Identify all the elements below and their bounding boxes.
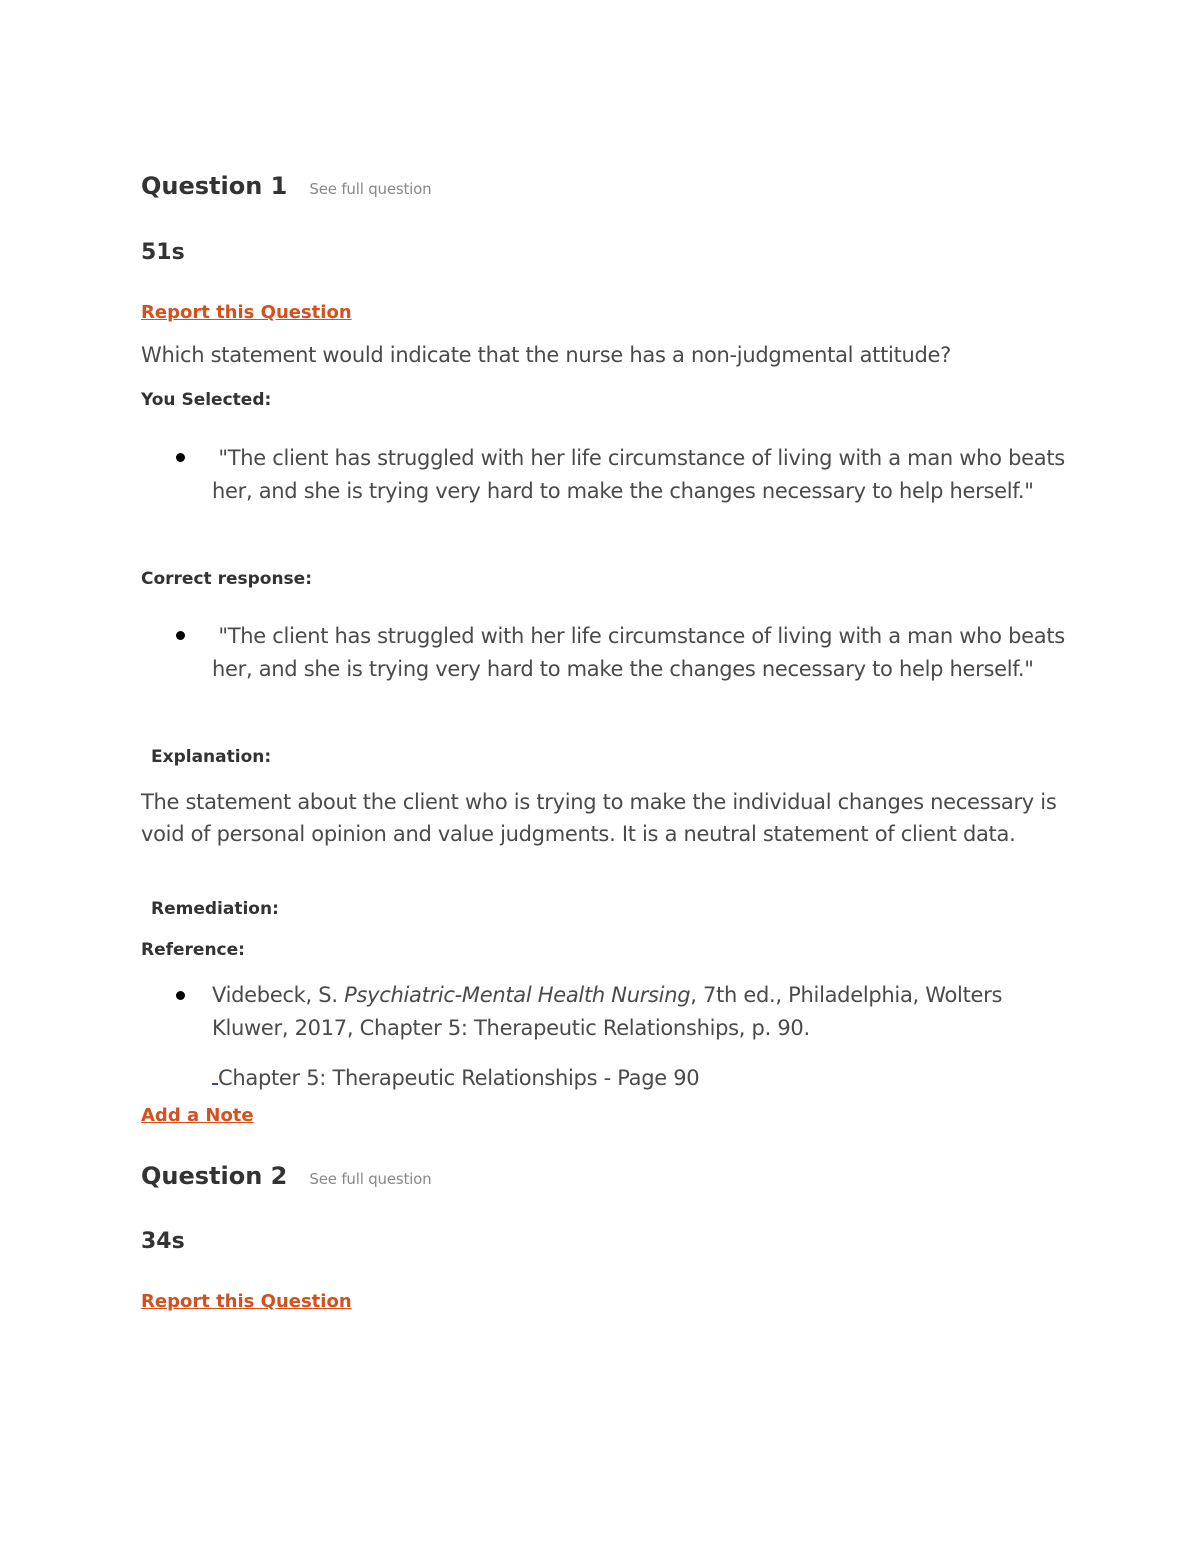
reference-details: , 7th ed., Philadelphia, Wolters Kluwer, 2017, Chapter 5: Therapeutic Relationships, p. 90.	[212, 983, 1003, 1040]
question-2-time: 34s	[141, 1229, 185, 1254]
reference-label: Reference:	[141, 940, 245, 960]
report-question-2-link[interactable]: Report this Question	[141, 1291, 352, 1312]
you-selected-answer	[212, 442, 1072, 508]
question-1-title: Question 1	[141, 172, 288, 200]
correct-response-answer-text: "The client has struggled with her life circumstance of living with a man who beats her, and she is trying very hard to make the changes necessary to help herself."	[212, 624, 1065, 681]
question-1-time: 51s	[141, 240, 185, 265]
bullet-icon	[176, 991, 185, 1000]
see-full-question-link[interactable]: See full question	[309, 180, 432, 198]
see-full-question-link[interactable]: See full question	[309, 1170, 432, 1188]
correct-response-label: Correct response:	[141, 569, 313, 589]
bullet-icon	[176, 631, 185, 640]
explanation-label: Explanation:	[151, 747, 272, 767]
reference-author: Videbeck, S.	[212, 983, 345, 1007]
correct-response-answer	[212, 620, 1072, 686]
you-selected-answer-text: "The client has struggled with her life circumstance of living with a man who beats her, and she is trying very hard to make the changes necessary to help herself."	[212, 446, 1065, 503]
chapter-reference-link[interactable]	[212, 1061, 699, 1090]
bullet-icon	[176, 453, 185, 462]
you-selected-label: You Selected:	[141, 390, 272, 410]
chapter-reference-text[interactable]: Chapter 5: Therapeutic Relationships - Page 90	[218, 1066, 700, 1090]
reference-book-title: Psychiatric-Mental Health Nursing	[344, 983, 691, 1007]
question-2-title: Question 2	[141, 1162, 288, 1190]
question-2-header	[141, 1162, 431, 1190]
question-1-header	[141, 172, 431, 200]
reference-citation	[212, 979, 1072, 1045]
add-note-link[interactable]: Add a Note	[141, 1105, 254, 1126]
question-1-stem: Which statement would indicate that the nurse has a non-judgmental attitude?	[141, 343, 952, 367]
explanation-text: The statement about the client who is trying to make the individual changes necessary is void of personal opinion and value judgments. It is a neutral statement of client data.	[141, 790, 1057, 846]
remediation-label: Remediation:	[151, 899, 279, 919]
report-question-1-link[interactable]: Report this Question	[141, 302, 352, 323]
